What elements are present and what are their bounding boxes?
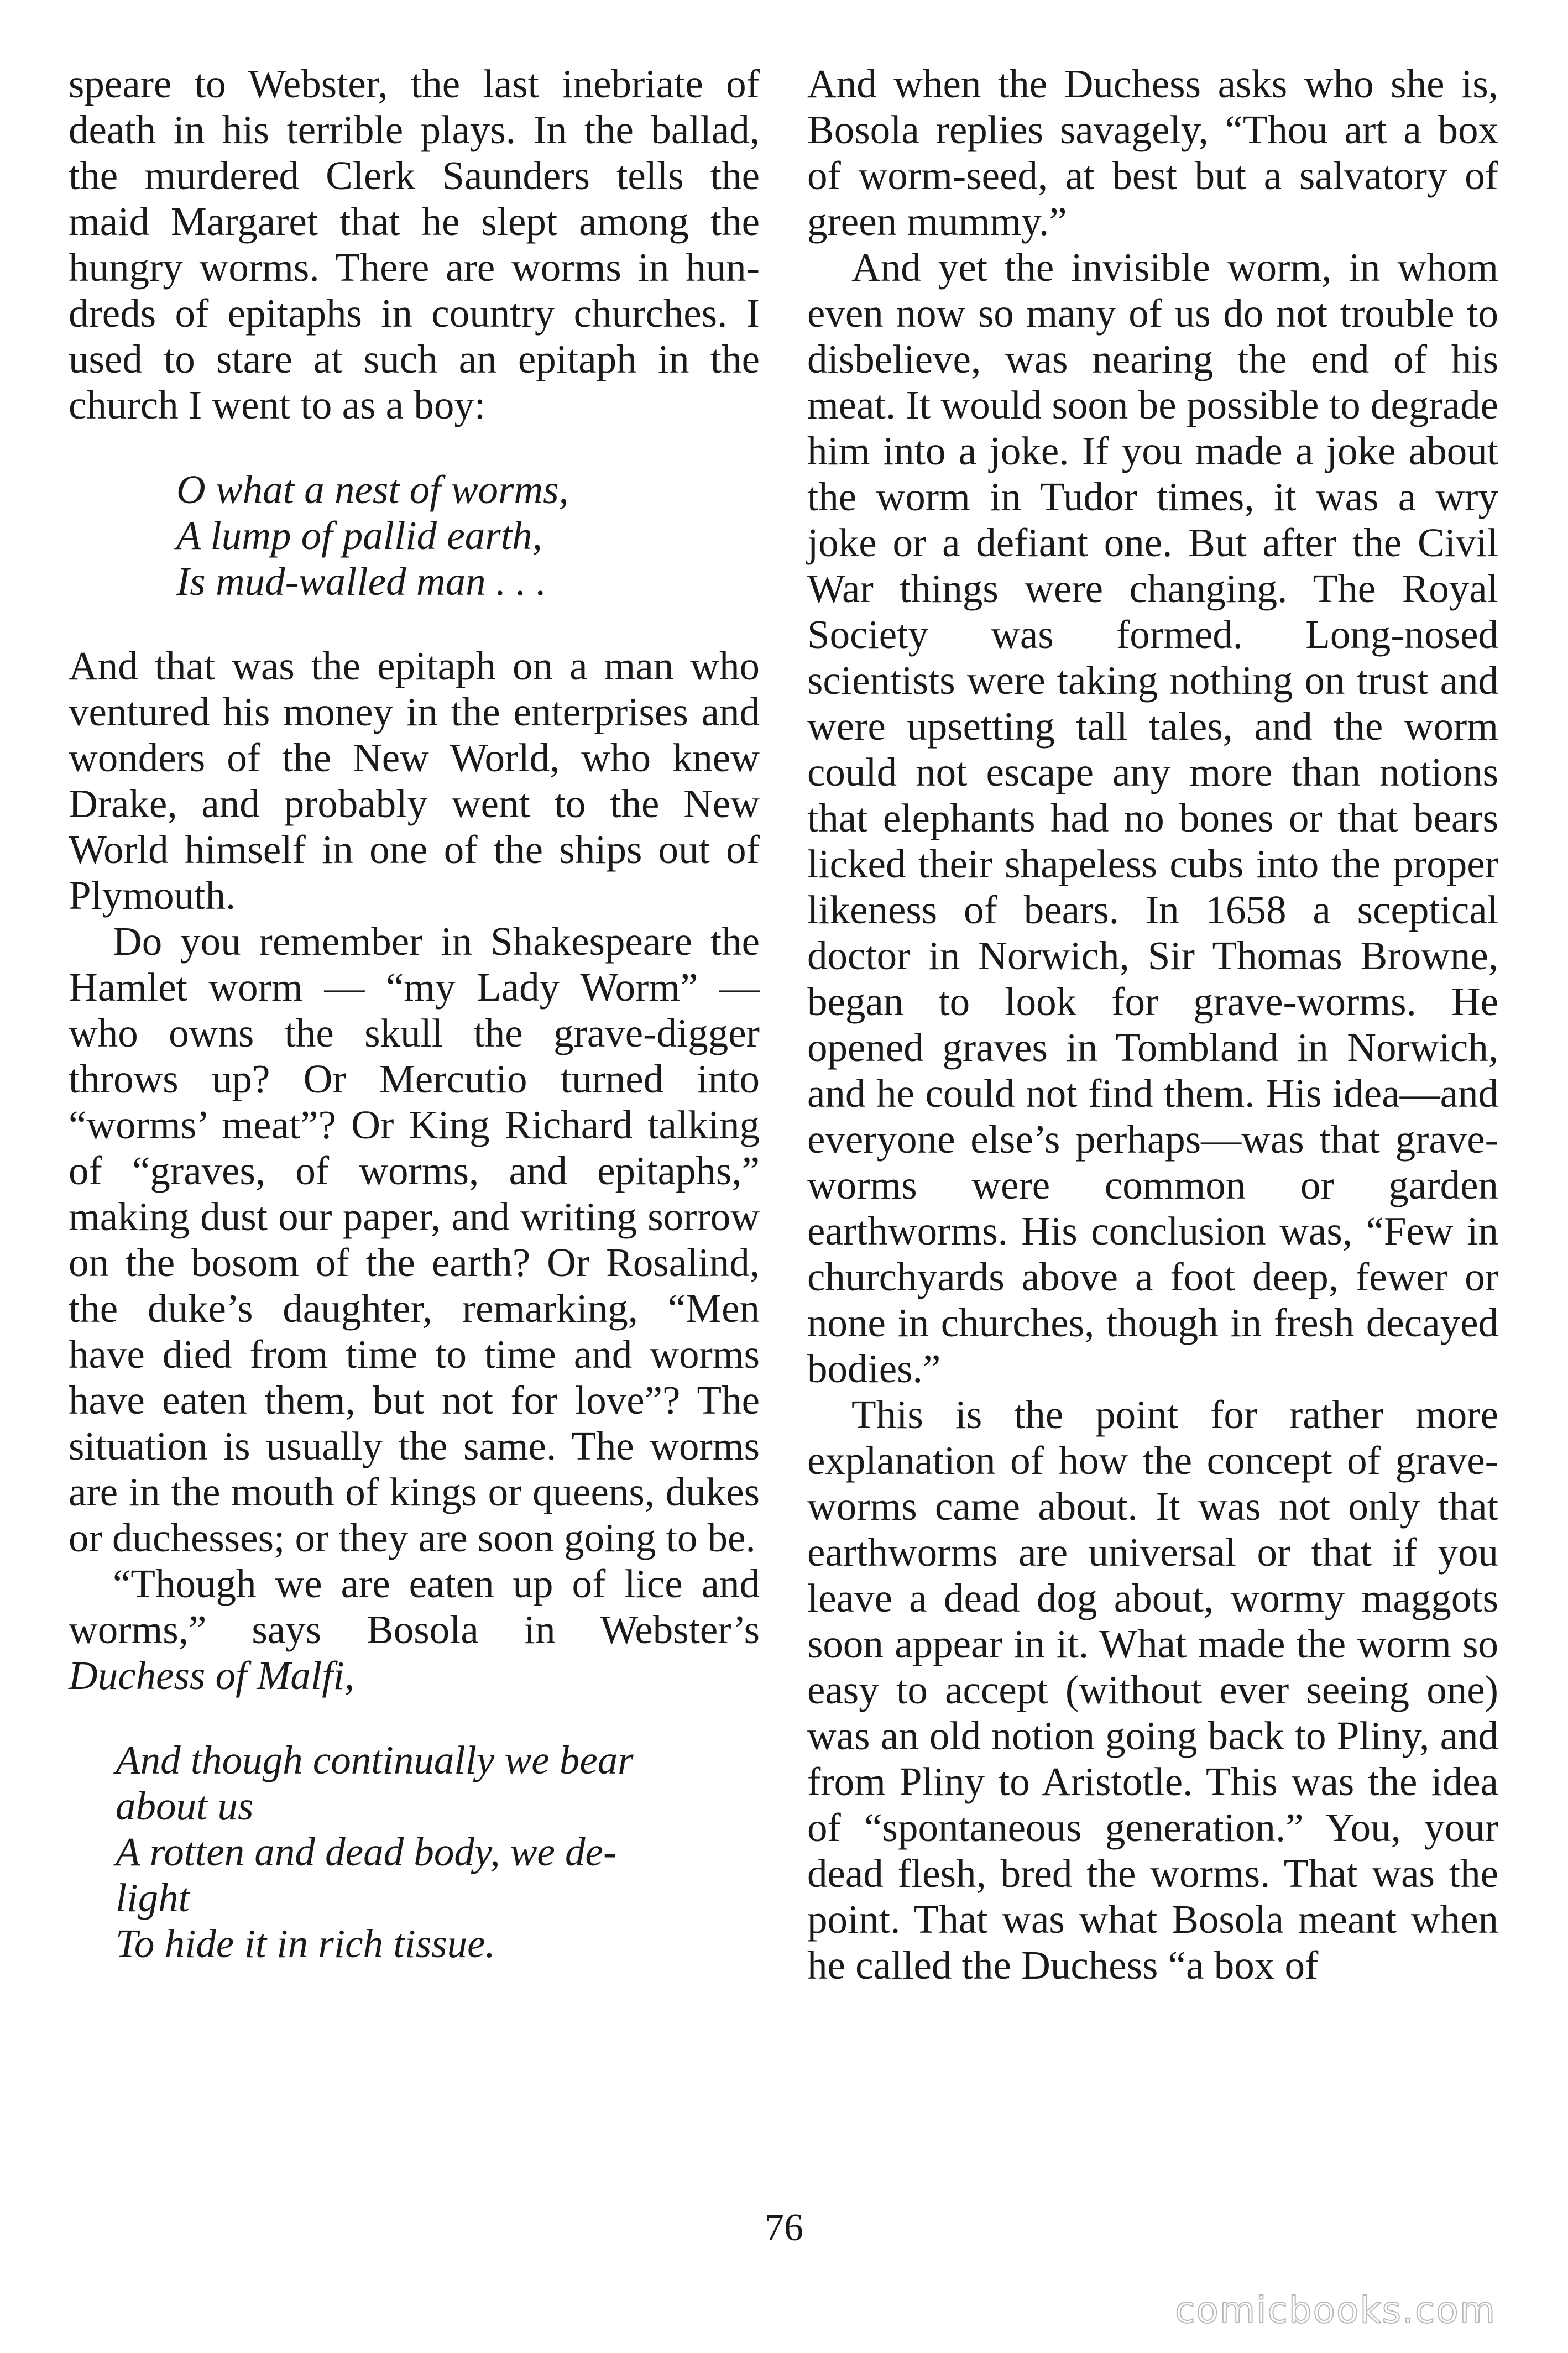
left-column — [69, 61, 760, 2005]
verse-line-text: To hide it in rich tissue. — [116, 1921, 495, 1966]
verse-line-text: And though continually we bear — [116, 1738, 634, 1782]
verse-line: Is mud-walled man . . . — [176, 559, 547, 604]
paragraph: And when the Duchess asks who she is, Bosola replies savagely, “Thou art a box of worm-seed, at best but a salvatory of green mummy.” — [807, 61, 1498, 244]
epitaph-verse — [69, 467, 760, 604]
paragraph: This is the point for rather more explanation of how the concept of grave-worms came about. It was not only that earthworms are universal or that if you leave a dead dog about, wormy maggots soon appear in it. What made the worm so easy to accept (without ever seeing one) was an old notion going back to Pliny, and from Pliny to Aristotle. This was the idea of “spontaneous generation.” You, your dead flesh, bred the worms. That was the point. That was what Bosola meant when he called the Duchess “a box of — [807, 1392, 1498, 1988]
verse-line — [116, 1921, 760, 1967]
paragraph: Do you remember in Shakespeare the Hamlet worm — “my Lady Worm” — who owns the skull the grave-digger throws up? Or Mercutio turned into “worms’ meat”? Or King Richard talking of “graves, of worms, and epitaphs,” making dust our paper, and writing sorrow on the bosom of the earth? Or Rosalind, the duke’s daughter, remarking, “Men have died from time to time and worms have eaten them, but not for love”? The situation is usually the same. The worms are in the mouth of kings or queens, dukes or duchesses; or they are soon going to be. — [69, 919, 760, 1560]
paragraph-text: “Though we are eaten up of lice and worms,” says Bosola in Webster’s — [69, 1561, 760, 1652]
verse-line-continuation: about us — [116, 1784, 254, 1828]
page-number: 76 — [765, 2206, 803, 2249]
verse-line-continuation: light — [116, 1875, 190, 1920]
verse-line: O what a nest of worms, — [176, 467, 569, 512]
paragraph: And that was the epitaph on a man who ventured his money in the enterprises and wonders of the New World, who knew Drake, and probably went to the New World himself in one of the ships out of Plymouth. — [69, 644, 760, 918]
verse-line — [116, 1737, 760, 1829]
watermark: comicbooks.com — [1175, 2289, 1496, 2331]
verse-line-text: A rotten and dead body, we de- — [116, 1829, 617, 1874]
verse-line: A lump of pallid earth, — [176, 513, 542, 558]
play-title: Duchess of Malfi, — [69, 1653, 355, 1698]
right-column — [807, 61, 1498, 1988]
paragraph: And yet the invisible worm, in whom even now so many of us do not trouble to disbelieve, was nearing the end of his meat. It would soon be possible to degrade him into a joke. If you made a joke about the worm in Tudor times, it was a wry joke or a defiant one. But after the Civil War things were changing. The Royal Society was formed. Long-nosed scientists were taking nothing on trust and were upsetting tall tales, and the worm could not escape any more than notions that elephants had no bones or that bears licked their shapeless cubs into the proper likeness of bears. In 1658 a sceptical doctor in Norwich, Sir Thomas Browne, began to look for grave-worms. He opened graves in Tombland in Norwich, and he could not find them. His idea—and everyone else’s perhaps—was that grave-worms were common or garden earthworms. His conclusion was, “Few in churchyards above a foot deep, fewer or none in churches, though in fresh decayed bodies.” — [807, 245, 1498, 1391]
verse-line — [116, 1829, 760, 1921]
paragraph: speare to Webster, the last inebriate of death in his terrible plays. In the ballad, the murdered Clerk Saunders tells the maid Margaret that he slept among the hungry worms. There are worms in hundreds of epitaphs in country churches. I used to stare at such an epitaph in the church I went to as a boy: — [69, 61, 760, 427]
paragraph — [69, 1561, 760, 1698]
quoted-verse — [69, 1737, 760, 1967]
